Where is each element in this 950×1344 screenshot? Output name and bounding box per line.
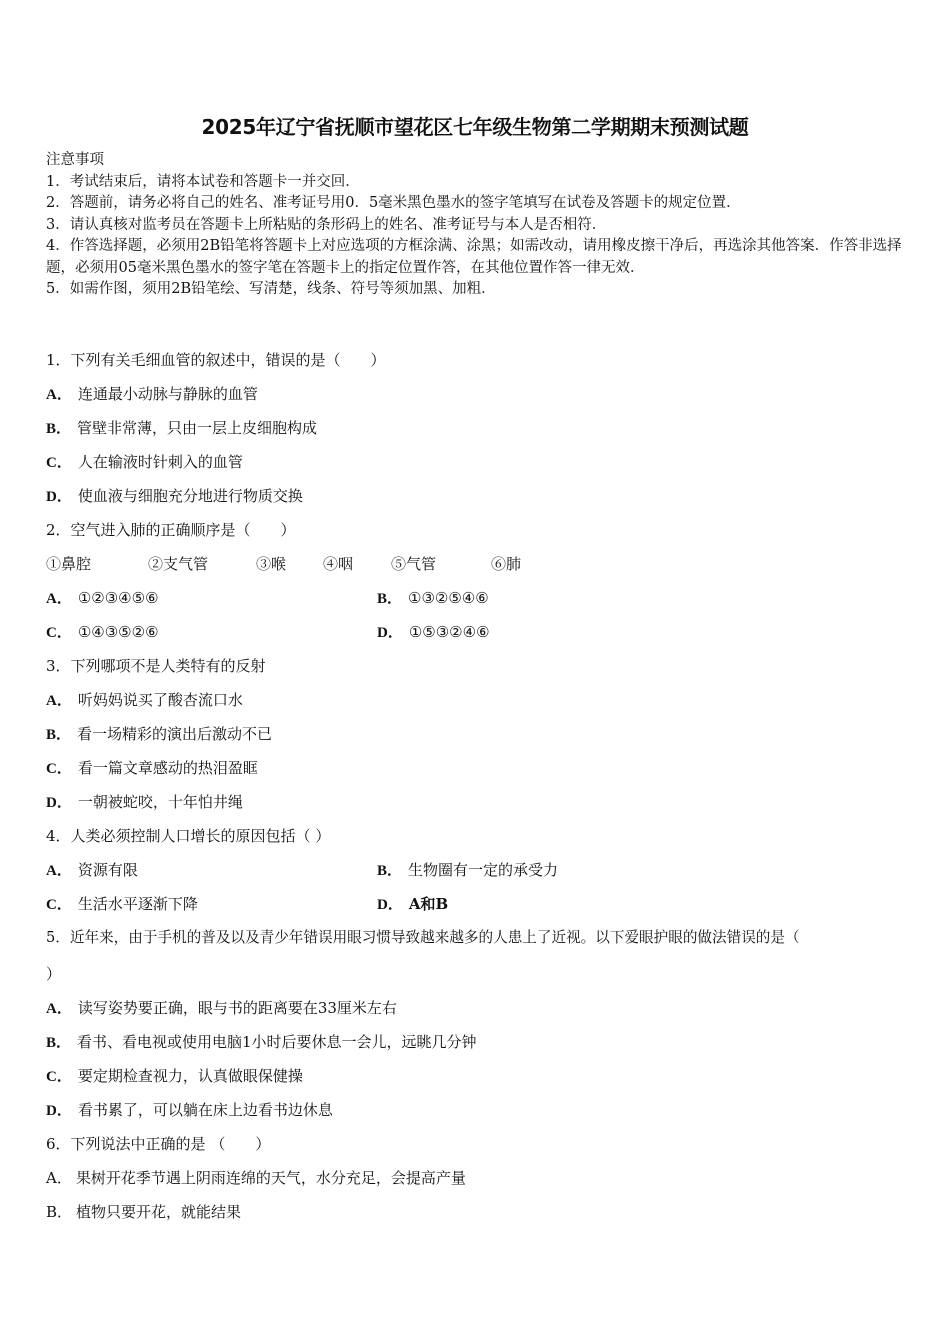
option-label: B． [46,1203,73,1221]
option-text: 看书累了，可以躺在床上边看书边休息 [77,1101,333,1119]
option [377,860,558,881]
option-text: 生物圈有一定的承受力 [408,861,559,879]
option-label: D． [377,625,403,641]
option [377,588,489,609]
option-text: ①②③④⑤⑥ [77,589,159,607]
option-text: ①⑤③②④⑥ [408,623,490,641]
option [46,998,397,1019]
option [46,1066,303,1087]
option-label: D． [46,1103,72,1119]
option [46,384,258,405]
question-stem: 4．人类必须控制人口增长的原因包括（ ） [46,827,331,845]
option [46,1202,241,1222]
option-text: 管壁非常薄，只由一层上皮细胞构成 [77,419,318,437]
option-label: A． [46,693,72,709]
option-label: A． [46,863,72,879]
notice-item: 2．答题前，请务必将自己的姓名、准考证号用0．5毫米黑色墨水的签字笔填写在试卷及答题卡的规定位置． [46,195,741,211]
option-text: ①③②⑤④⑥ [408,589,489,607]
notice-section [46,150,916,301]
option-label: A． [46,1001,72,1017]
sequence-items [46,554,521,574]
option-text: 果树开花季节遇上阴雨连绵的天气，水分充足，会提高产量 [75,1169,466,1187]
option [377,894,448,915]
option-label: B． [46,1035,72,1051]
sequence-item: ⑤气管 [391,555,437,573]
option [46,418,317,439]
option-label: C． [46,897,72,913]
question-stem: 6．下列说法中正确的是 （ ） [46,1135,271,1153]
option-text: 资源有限 [77,861,138,879]
document-title: 2025年辽宁省抚顺市望花区七年级生物第二学期期末预测试题 [201,115,749,139]
option-label: D． [46,795,72,811]
option-text: 植物只要开花，就能结果 [76,1203,242,1221]
notice-item: 4．作答选择题，必须用2B铅笔将答题卡上对应选项的方框涂满、涂黑；如需改动，请用橡皮擦干净后，再选涂其他答案．作答非选择题，必须用05毫米黑色墨水的签字笔在答题卡上的指定位置作答，在其他位置作答一律无效． [46,238,902,276]
option-label: B． [46,727,72,743]
option [46,452,243,473]
sequence-item: ⑥肺 [491,555,522,573]
option-text: 要定期检查视力，认真做眼保健操 [77,1067,303,1085]
sequence-item: ③喉 [256,555,287,573]
question-stem-continuation: ） [46,965,62,983]
option [46,724,272,745]
option [46,1032,477,1053]
option [46,860,138,881]
option-label: C． [46,625,72,641]
option [46,758,258,779]
option [46,690,243,711]
question-stem: 3．下列哪项不是人类特有的反射 [46,657,266,675]
option-text: 一朝被蛇咬，十年怕井绳 [77,793,243,811]
option-label: D． [46,489,72,505]
notice-item: 1．考试结束后，请将本试卷和答题卡一并交回． [46,173,360,190]
option [46,792,243,813]
option-text: A和B [408,895,449,913]
option [46,622,159,643]
option-text: 使血液与细胞充分地进行物质交换 [77,487,303,505]
option [46,894,198,915]
question-stem: 2．空气进入肺的正确顺序是（ ） [46,521,296,539]
option-label: D． [377,897,403,913]
option-label: B． [377,591,403,607]
sequence-item: ②支气管 [148,555,209,573]
option-label: B． [377,863,403,879]
option-text: 人在输液时针刺入的血管 [77,453,243,471]
option-text: 看书、看电视或使用电脑1小时后要休息一会儿，远眺几分钟 [77,1033,477,1051]
notice-item: 3．请认真核对监考员在答题卡上所粘贴的条形码上的姓名、准考证号与本人是否相符． [46,216,607,233]
option [377,622,490,643]
option-text: 连通最小动脉与静脉的血管 [77,385,258,403]
option-text: 看一场精彩的演出后激动不已 [77,725,273,743]
option-label: B． [46,421,72,437]
question-stem: 5．近年来，由于手机的普及以及青少年错误用眼习惯导致越来越多的人患上了近视。以下爱眼护眼的做法错误的是（ [46,929,800,946]
option-text: 看一篇文章感动的热泪盈眶 [77,759,258,777]
option-text: 生活水平逐渐下降 [77,895,198,913]
option-text: 听妈妈说买了酸杏流口水 [77,691,243,709]
option-label: A． [46,591,72,607]
option [46,588,159,609]
question-stem: 1．下列有关毛细血管的叙述中，错误的是（ ） [46,351,386,369]
option-label: A． [46,1169,72,1187]
option [46,1100,333,1121]
sequence-item: ①鼻腔 [46,555,92,573]
notice-item: 5．如需作图，须用2B铅笔绘、写清楚，线条、符号等须加黑、加粗． [46,281,496,297]
option-label: C． [46,455,72,471]
notice-heading: 注意事项 [46,152,104,168]
option-text: 读写姿势要正确，眼与书的距离要在33厘米左右 [77,999,397,1017]
option-label: C． [46,761,72,777]
option [46,486,303,507]
option-label: C． [46,1069,72,1085]
option-label: A． [46,387,72,403]
option-text: ①④③⑤②⑥ [77,623,159,641]
option [46,1168,466,1188]
sequence-item: ④咽 [323,555,354,573]
